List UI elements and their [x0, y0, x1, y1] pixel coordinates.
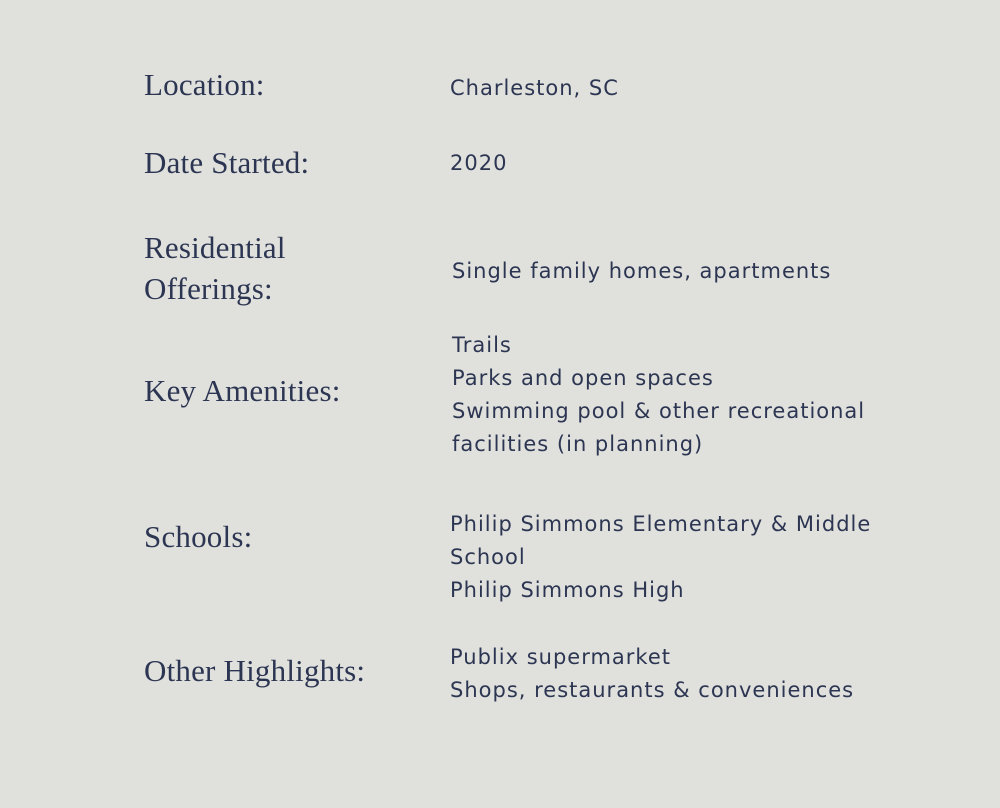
- key-amenities-value-line: Swimming pool & other recreational: [452, 399, 866, 423]
- key-amenities-value-line: facilities (in planning): [452, 432, 704, 456]
- location-label: Location:: [144, 67, 265, 102]
- key-amenities-value: [452, 329, 865, 461]
- residential-offerings-value-line: Single family homes, apartments: [452, 259, 832, 283]
- other-highlights-value-line: Shops, restaurants & conveniences: [450, 678, 855, 702]
- date-started-value-line: 2020: [450, 151, 508, 175]
- residential-offerings-label: [144, 227, 286, 309]
- date-started-label: Date Started:: [144, 145, 310, 180]
- residential-offerings-label-line: Offerings:: [144, 271, 273, 306]
- other-highlights-value: [450, 641, 854, 707]
- schools-label: Schools:: [144, 519, 253, 554]
- date-started-value: [450, 147, 507, 180]
- key-amenities-label: Key Amenities:: [144, 373, 341, 408]
- key-amenities-value-line: Parks and open spaces: [452, 366, 714, 390]
- residential-offerings-label-line: Residential: [144, 230, 286, 265]
- other-highlights-value-line: Publix supermarket: [450, 645, 671, 669]
- schools-value-line: Philip Simmons Elementary & Middle: [450, 512, 872, 536]
- schools-value-line: School: [450, 545, 526, 569]
- key-amenities-value-line: Trails: [452, 333, 512, 357]
- residential-offerings-value: [452, 255, 831, 288]
- location-value-line: Charleston, SC: [450, 76, 619, 100]
- schools-value-line: Philip Simmons High: [450, 578, 685, 602]
- schools-value: [450, 508, 871, 607]
- other-highlights-label: Other Highlights:: [144, 653, 366, 688]
- location-value: [450, 72, 619, 105]
